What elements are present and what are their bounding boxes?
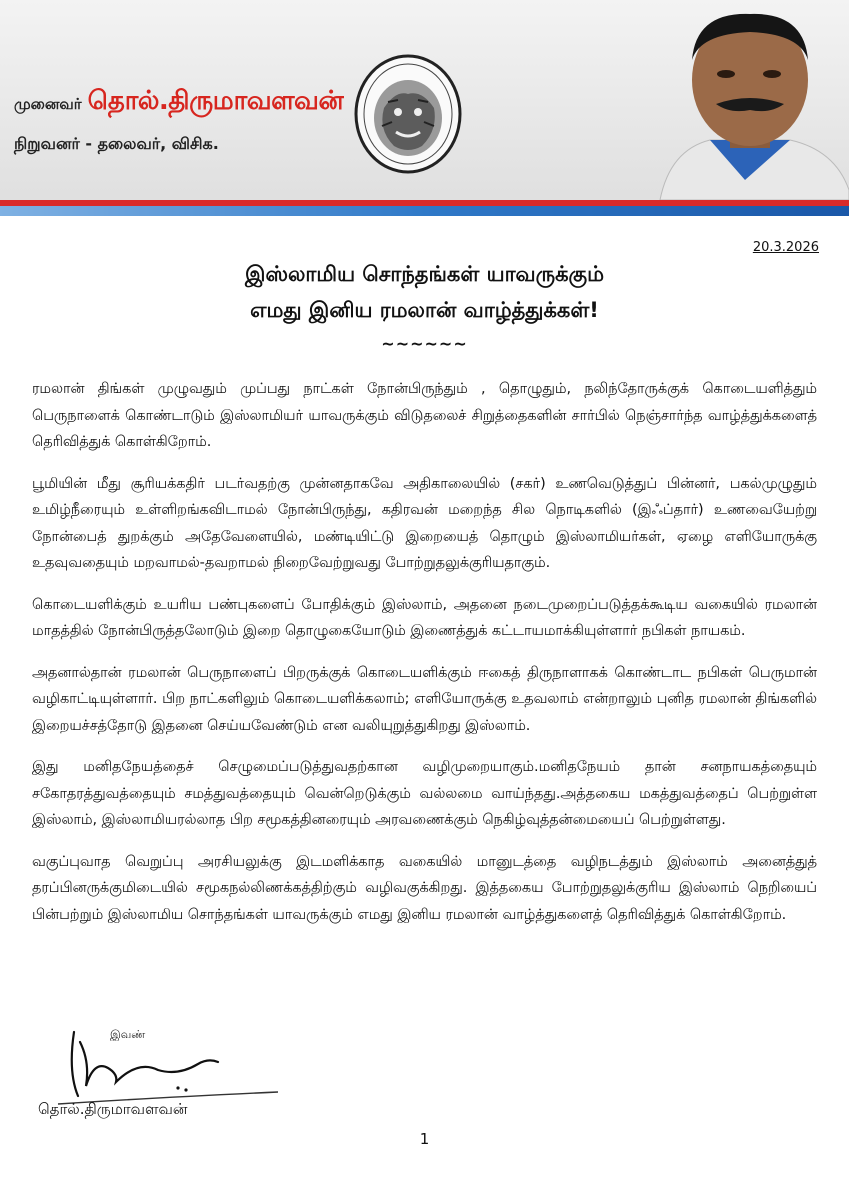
paragraph: வகுப்புவாத வெறுப்பு அரசியலுக்கு இடமளிக்காத வகையில் மானுடத்தை வழிநடத்தும் இஸ்லாம் அனைத்துத் தரப்பினருக்குமிடையில் சமூகநல்லிணக்கத்திற்கும் வழிவகுக்கிறது. இத்தகைய போற்றுதலுக்குரிய இஸ்லாம் நெறியைப் பின்பற்றும் இஸ்லாமிய சொந்தங்கள் யாவருக்கும் எமது இனிய ரமலான் வாழ்த்துகளைத் தெரிவித்துக் கொள்கிறோம். [32,853,817,923]
paragraph: பூமியின் மீது சூரியக்கதிர் படர்வதற்கு முன்னதாகவே அதிகாலையில் (சகர்) உணவெடுத்துப் பின்னர், பகல்முழுதும் உமிழ்நீரையும் உள்ளிறங்கவிடாமல் நோன்பிருந்து, கதிரவன் மறைந்த சில நொடிகளில் (இஃப்தார்) உணவையேற்று நோன்பைத் துறக்கும் அதேவேளையில், மண்டியிட்டு இறையைத் தொழும் இஸ்லாமியர்கள், ஏழை எளியோருக்கு உதவுவதையும் மறவாமல்-தவறாமல் நிறைவேற்றுவது போற்றுதலுக்குரியதாகும். [32,475,817,571]
signer-name: தொல்.திருமாவளவன் [38,1100,188,1118]
title-separator: ~~~~~~ [381,334,468,353]
paragraph: ரமலான் திங்கள் முழுவதும் முப்பது நாட்கள் நோன்பிருந்தும் , தொழுதும், நலிந்தோருக்குக் கொடையளித்தும் பெருநாளைக் கொண்டாடும் இஸ்லாமியர் யாவருக்கும் விடுதலைச் சிறுத்தைகளின் சார்பில் நெஞ்சார்ந்த வாழ்த்துக்களைத் தெரிவித்துக் கொள்கிறோம். [32,381,817,450]
letterhead-prefix: முனைவர் [14,95,82,113]
letterhead-blue-stripe [0,206,849,216]
letterhead-name-line [14,86,343,119]
letter-body [32,376,817,943]
letterhead [0,0,849,216]
paragraph: இது மனிதநேயத்தைச் செழுமைப்படுத்துவதற்கான வழிமுறையாகும்.மனிதநேயம் தான் சனநாயகத்தையும் சகோதரத்துவத்தையும் சமத்துவத்தையும் வென்றெடுக்கும் வல்லமை வாய்ந்தது.அத்தகைய மகத்துவத்தைப் பெற்றுள்ள இஸ்லாம், இஸ்லாமியரல்லாத பிற சமூகத்தினரையும் அரவணைக்கும் நெகிழ்வுத்தன்மையைப் பெற்றுள்ளது. [32,759,817,828]
title-line-1: இஸ்லாமிய சொந்தங்கள் யாவருக்கும் [245,262,604,286]
leader-portrait-icon [640,0,849,200]
letter-date: 20.3.2026 [752,240,819,255]
page-number: 1 [419,1130,430,1148]
paragraph: கொடையளிக்கும் உயரிய பண்புகளைப் போதிக்கும் இஸ்லாம், அதனை நடைமுறைப்படுத்தக்கூடிய வகையில் ரமலான் மாதத்தில் நோன்பிருத்தலோடும் இறை தொழுகையோடும் இணைத்துக் கட்டாயமாக்கியுள்ளார் நபிகள் நாயகம். [32,596,817,639]
letterhead-name: தொல்.திருமாவளவன் [87,86,344,116]
signature-icon [28,1012,288,1112]
title-line-2: எமது இனிய ரமலான் வாழ்த்துக்கள்! [250,298,599,322]
party-emblem-icon [352,50,464,174]
letterhead-role: நிறுவனர் - தலைவர், விசிக. [14,134,219,153]
paragraph: அதனால்தான் ரமலான் பெருநாளைப் பிறருக்குக் கொடையளிக்கும் ஈகைத் திருநாளாகக் கொண்டாட நபிகள் பெருமான் வழிகாட்டியுள்ளார். பிற நாட்களிலும் கொடையளிக்கலாம்; எளியோருக்கு உதவலாம் என்றாலும் புனித ரமலான் திங்களில் இறையச்சத்தோடு இதனை செய்யவேண்டும் என வலியுறுத்துகிறது இஸ்லாம். [32,664,817,734]
signature-label: இவண் [110,1028,146,1041]
